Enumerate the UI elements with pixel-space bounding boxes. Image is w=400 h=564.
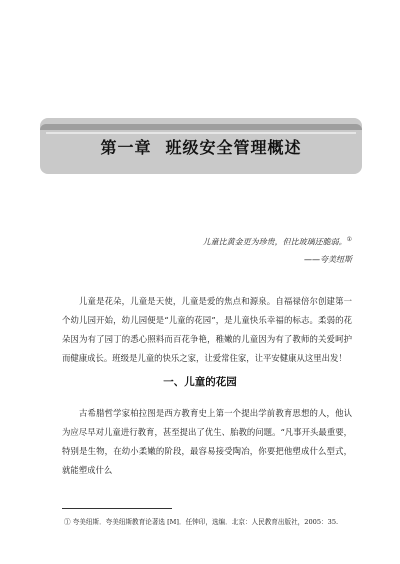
footnote-reference: ① — [346, 236, 352, 243]
body-paragraph-1: 儿童是花朵，儿童是天使，儿童是爱的焦点和源泉。自福禄倍尔创建第一个幼儿园开始，幼儿园便是“儿童的花园”，是儿童快乐幸福的标志。柔弱的花朵因为有了园丁的悉心照料而百花争艳，稚嫩的儿童因为有了教师的关爱呵护而健康成长。班级是儿童的快乐之家，让爱常住家，让平安健康从这里出发！ — [62, 296, 352, 363]
chapter-title: 班级安全管理概述 — [165, 138, 302, 157]
band-top-stripe — [40, 124, 362, 130]
body-paragraph-2: 古希腊哲学家柏拉图是西方教育史上第一个提出学前教育思想的人，他认为应尽早对儿童进行教育，甚至提出了优生、胎教的问题。“凡事开头最重要，特别是生物，在幼小柔嫩的阶段，最容易接受陶冶，你要把他塑成什么型式，就能塑成什么 — [62, 408, 352, 475]
footnote-text: ① 夸美纽斯．夸美纽斯教育论著选 [M]．任钟印，选编．北京：人民教育出版社，2005：35. — [64, 518, 339, 526]
section-heading: 一、儿童的花园 — [163, 376, 237, 388]
epigraph-text: 儿童比黄金更为珍贵，但比玻璃还脆弱。 — [202, 237, 347, 247]
footnote-divider — [62, 508, 172, 509]
chapter-title-band — [40, 118, 362, 174]
band-inner-line — [46, 132, 356, 134]
epigraph-author: ——夸美纽斯 — [304, 255, 352, 264]
epigraph-quote — [203, 236, 352, 248]
chapter-number: 第一章 — [100, 138, 152, 157]
chapter-heading — [40, 135, 362, 158]
